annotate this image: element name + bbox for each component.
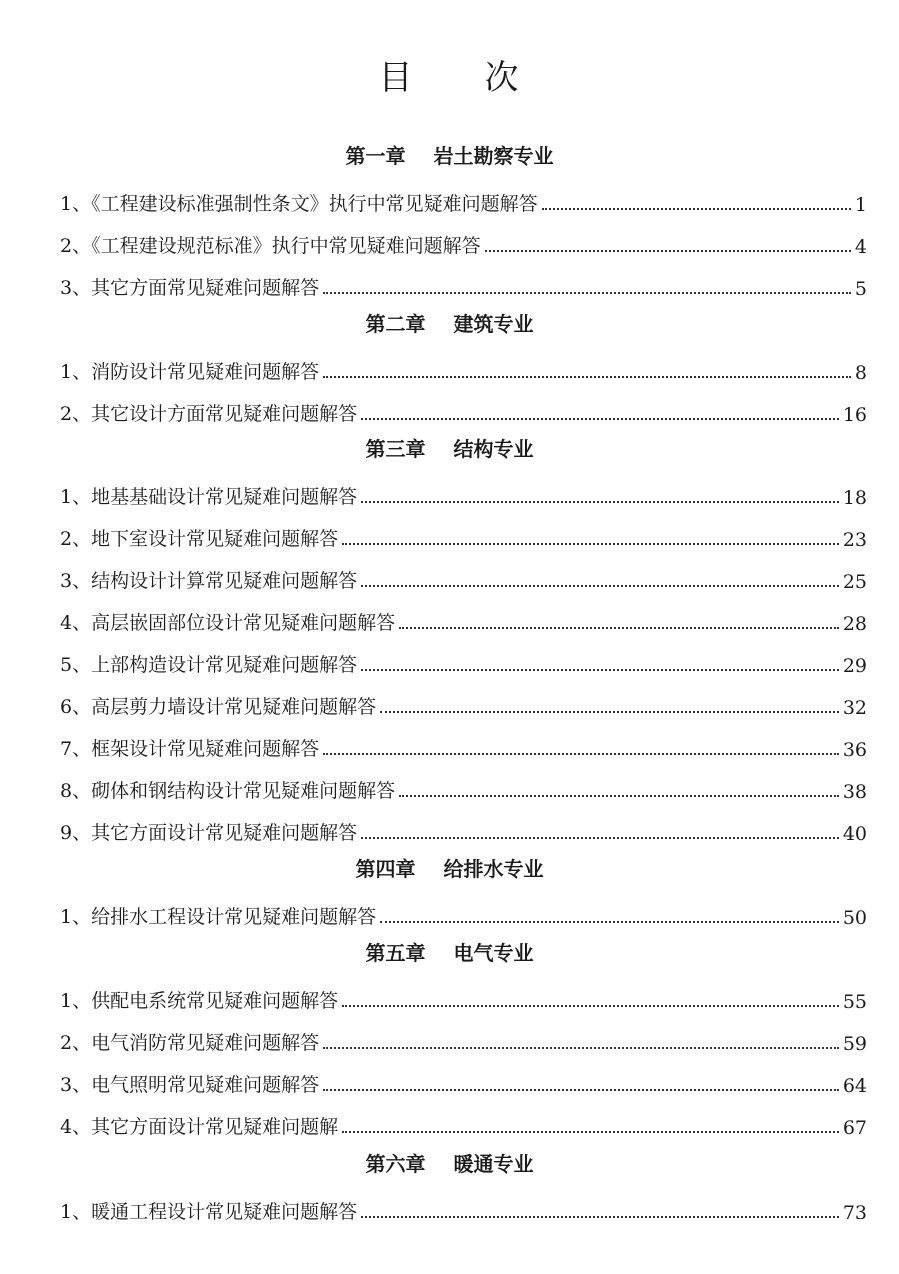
toc-entry[interactable]	[60, 517, 867, 551]
toc-entry-page-number: 32	[842, 697, 867, 719]
toc-entry-label: 1、《工程建设标准强制性条文》执行中常见疑难问题解答	[60, 193, 538, 215]
toc-entry[interactable]	[60, 1021, 867, 1055]
toc-entry[interactable]	[60, 895, 867, 929]
toc-entry[interactable]	[60, 811, 867, 845]
toc-entry-page-number: 40	[842, 823, 867, 845]
dot-leader	[342, 1005, 839, 1007]
toc-entry-page-number: 36	[842, 739, 867, 761]
dot-leader	[323, 376, 851, 378]
chapter-number: 第五章	[365, 941, 426, 965]
toc-entry[interactable]	[60, 1190, 867, 1224]
toc-entry-label: 2、地下室设计常见疑难问题解答	[60, 528, 339, 550]
dot-leader	[361, 501, 839, 503]
chapter-name: 给排水专业	[443, 857, 544, 881]
toc-entry[interactable]	[60, 266, 867, 300]
dot-leader	[361, 585, 839, 587]
toc-entry-page-number: 73	[842, 1202, 867, 1224]
toc-entry-label: 1、暖通工程设计常见疑难问题解答	[60, 1201, 358, 1223]
toc-entry-label: 6、高层剪力墙设计常见疑难问题解答	[60, 696, 377, 718]
toc-entry-page-number: 55	[842, 991, 867, 1013]
toc-entry[interactable]	[60, 224, 867, 258]
toc-entry-label: 2、电气消防常见疑难问题解答	[60, 1032, 320, 1054]
chapter-heading	[0, 433, 899, 467]
toc-entry[interactable]	[60, 601, 867, 635]
toc-entry-label: 9、其它方面设计常见疑难问题解答	[60, 822, 358, 844]
chapter-name: 岩土勘察专业	[433, 144, 554, 168]
toc-entry-page-number: 28	[842, 613, 867, 635]
toc-entry-label: 5、上部构造设计常见疑难问题解答	[60, 654, 358, 676]
chapter-heading	[0, 1148, 899, 1182]
dot-leader	[380, 711, 839, 713]
toc-entry-page-number: 8	[854, 362, 867, 384]
toc-entry[interactable]	[60, 1105, 867, 1139]
chapter-name: 建筑专业	[453, 312, 534, 336]
toc-entry-label: 8、砌体和钢结构设计常见疑难问题解答	[60, 780, 396, 802]
chapter-heading	[0, 140, 899, 174]
dot-leader	[361, 669, 839, 671]
toc-entry-label: 2、其它设计方面常见疑难问题解答	[60, 403, 358, 425]
toc-entry-page-number: 67	[842, 1117, 867, 1139]
toc-entry[interactable]	[60, 182, 867, 216]
toc-entry-label: 1、给排水工程设计常见疑难问题解答	[60, 906, 377, 928]
toc-entry-page-number: 59	[842, 1033, 867, 1055]
toc-entry[interactable]	[60, 979, 867, 1013]
toc-entry-page-number: 23	[842, 529, 867, 551]
chapter-heading	[0, 937, 899, 971]
dot-leader	[342, 1131, 839, 1133]
toc-entry-page-number: 18	[842, 487, 867, 509]
chapter-heading	[0, 853, 899, 887]
toc-entry-page-number: 64	[842, 1075, 867, 1097]
toc-entry-page-number: 38	[842, 781, 867, 803]
toc-entry-label: 3、电气照明常见疑难问题解答	[60, 1074, 320, 1096]
toc-entry[interactable]	[60, 559, 867, 593]
toc-entry-label: 2、《工程建设规范标准》执行中常见疑难问题解答	[60, 235, 481, 257]
toc-entry-label: 1、消防设计常见疑难问题解答	[60, 361, 320, 383]
toc-entry-page-number: 5	[854, 278, 867, 300]
toc-entry[interactable]	[60, 1063, 867, 1097]
toc-entry-label: 1、地基基础设计常见疑难问题解答	[60, 486, 358, 508]
dot-leader	[399, 795, 839, 797]
toc-entry-page-number: 50	[842, 907, 867, 929]
toc-entry[interactable]	[60, 727, 867, 761]
toc-entry-label: 7、框架设计常见疑难问题解答	[60, 738, 320, 760]
toc-entry[interactable]	[60, 350, 867, 384]
toc-entry-page-number: 16	[842, 404, 867, 426]
toc-entry-page-number: 29	[842, 655, 867, 677]
toc-entry-label: 3、其它方面常见疑难问题解答	[60, 277, 320, 299]
toc-entry-page-number: 1	[854, 194, 867, 216]
chapter-number: 第三章	[365, 437, 426, 461]
dot-leader	[323, 1047, 839, 1049]
toc-entry[interactable]	[60, 392, 867, 426]
toc-entry[interactable]	[60, 643, 867, 677]
dot-leader	[361, 837, 839, 839]
page-title	[0, 50, 899, 99]
toc-entry-page-number: 4	[854, 236, 867, 258]
toc-entry[interactable]	[60, 769, 867, 803]
title-char-1: 目	[378, 58, 415, 98]
dot-leader	[361, 418, 839, 420]
toc-entry[interactable]	[60, 685, 867, 719]
chapter-name: 暖通专业	[453, 1152, 534, 1176]
toc-entry-label: 4、其它方面设计常见疑难问题解	[60, 1116, 339, 1138]
chapter-number: 第一章	[345, 144, 406, 168]
dot-leader	[485, 250, 851, 252]
toc-entry-label: 4、高层嵌固部位设计常见疑难问题解答	[60, 612, 396, 634]
toc-entry-page-number: 25	[842, 571, 867, 593]
dot-leader	[323, 292, 851, 294]
dot-leader	[542, 208, 851, 210]
dot-leader	[361, 1216, 839, 1218]
chapter-heading	[0, 308, 899, 342]
toc-entry[interactable]	[60, 475, 867, 509]
dot-leader	[323, 1089, 839, 1091]
dot-leader	[380, 921, 839, 923]
dot-leader	[399, 627, 839, 629]
dot-leader	[323, 753, 839, 755]
chapter-number: 第四章	[355, 857, 416, 881]
chapter-name: 结构专业	[453, 437, 534, 461]
chapter-name: 电气专业	[453, 941, 534, 965]
toc-entry-label: 1、供配电系统常见疑难问题解答	[60, 990, 339, 1012]
title-char-2: 次	[484, 58, 521, 98]
chapter-number: 第六章	[365, 1152, 426, 1176]
chapter-number: 第二章	[365, 312, 426, 336]
dot-leader	[342, 543, 839, 545]
toc-entry-label: 3、结构设计计算常见疑难问题解答	[60, 570, 358, 592]
